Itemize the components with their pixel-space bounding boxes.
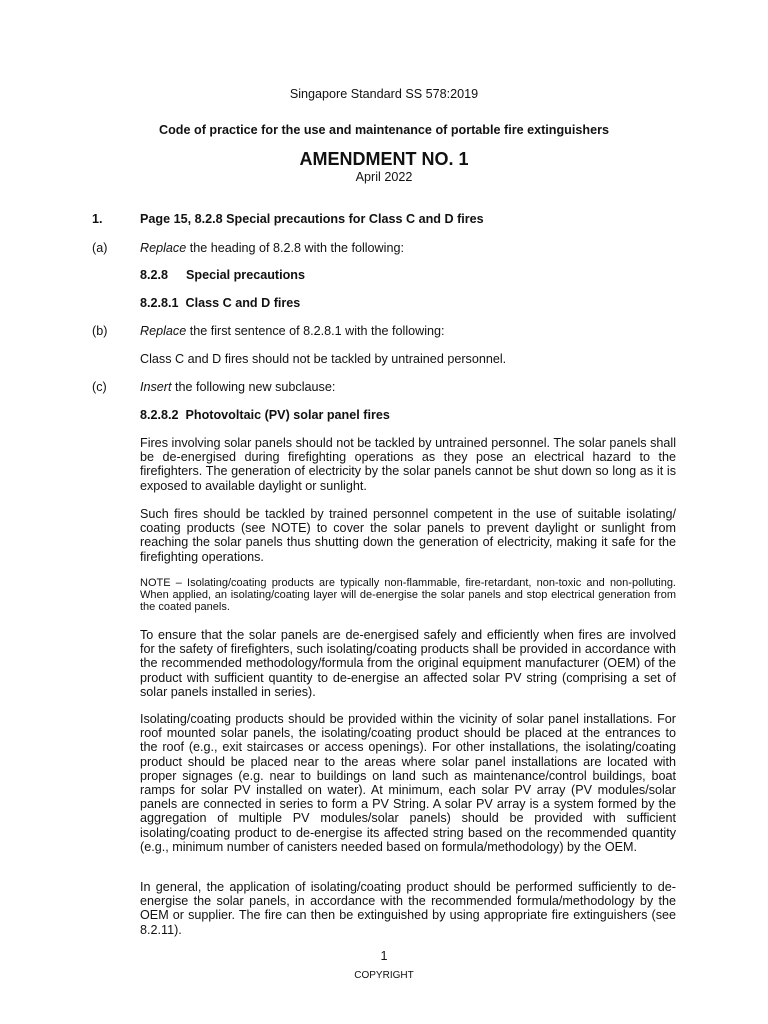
paragraph-1: Fires involving solar panels should not be tackled by untrained personnel. The solar panels shall be de-energised during firefighting operations as they pose an electrical hazard to the firefighters. The generation of electricity by the solar panels cannot be shut down so long as it is exposed to available daylight or sunlight.	[140, 436, 676, 493]
item-c-verb: Insert	[140, 380, 172, 394]
item-b-sentence: Class C and D fires should not be tackled by untrained personnel.	[140, 352, 507, 366]
item-b-label: (b)	[92, 324, 108, 338]
item-a-instruction	[140, 241, 676, 255]
item-c-instruction	[140, 380, 676, 394]
item-1-number: 1.	[92, 212, 103, 226]
amendment-title: AMENDMENT NO. 1	[299, 149, 469, 169]
standard-number: Singapore Standard SS 578:2019	[289, 87, 479, 101]
item-c-rest: the following new subclause:	[171, 380, 336, 394]
paragraph-3: To ensure that the solar panels are de-energised safely and efficiently when fires are involved for the safety of firefighters, such isolating/coating products shall be provided in accordance with the recommended methodology/formula from the original equipment manufacturer (OEM) of the product with sufficient quantity to de-energise an affected solar PV string (comprising a set of solar panels installed in series).	[140, 628, 676, 699]
paragraph-2: Such fires should be tackled by trained personnel competent in the use of suitable isolating/ coating products (see NOTE) to cover the solar panels to prevent daylight or sunlight from reaching the solar panels thus shutting down the generation of electricity, making it safe for the firefighting operations.	[140, 507, 676, 564]
note-paragraph: NOTE – Isolating/coating products are typically non-flammable, fire-retardant, non-toxic and non-polluting. When applied, an isolating/coating layer will de-energise the solar panels and stop electrical generation from the coated panels.	[140, 577, 676, 614]
clause-8-2-8	[140, 268, 676, 282]
item-1-heading: Page 15, 8.2.8 Special precautions for Class C and D fires	[140, 212, 484, 226]
item-a-rest: the heading of 8.2.8 with the following:	[186, 241, 404, 255]
item-b-instruction	[140, 324, 676, 338]
subclause-8-2-8-2: 8.2.8.2 Photovoltaic (PV) solar panel fires	[140, 408, 390, 422]
subclause-8-2-8-1: 8.2.8.1 Class C and D fires	[140, 296, 301, 310]
item-c-label: (c)	[92, 380, 107, 394]
amendment-date: April 2022	[355, 170, 413, 184]
copyright-label: COPYRIGHT	[354, 970, 414, 981]
document-subtitle: Code of practice for the use and maintenance of portable fire extinguishers	[159, 123, 609, 137]
paragraph-4: Isolating/coating products should be provided within the vicinity of solar panel installations. For roof mounted solar panels, the isolating/coating product should be placed at the entrances to the roof (e.g., exit staircases or access openings). For other installations, the isolating/coating product should be placed near to the areas where solar panel installations are located with proper signages (e.g. near to buildings on land such as maintenance/control buildings, boat ramps for solar PV installed on water). At minimum, each solar PV array (PV modules/solar panels are connected in series to form a PV String. A solar PV array is a system formed by the aggregation of multiple PV modules/solar panels) should be provided with sufficient isolating/coating product to de-energise its affected string based on the recommended quantity (e.g., minimum number of canisters needed based on formula/methodology) by the OEM.	[140, 712, 676, 854]
item-a-verb: Replace	[140, 241, 187, 255]
clause-8-2-8-title: Special precautions	[186, 268, 305, 282]
clause-8-2-8-number: 8.2.8	[140, 268, 169, 282]
paragraph-5: In general, the application of isolating/coating product should be performed sufficiently to de-energise the solar panels, in accordance with the recommended formula/methodology by the OEM or supplier. The fire can then be extinguished by using appropriate fire extinguishers (see 8.2.11).	[140, 880, 676, 937]
page-number: 1	[380, 949, 388, 963]
item-a-label: (a)	[92, 241, 108, 255]
item-b-verb: Replace	[140, 324, 187, 338]
item-b-rest: the first sentence of 8.2.8.1 with the following:	[186, 324, 445, 338]
